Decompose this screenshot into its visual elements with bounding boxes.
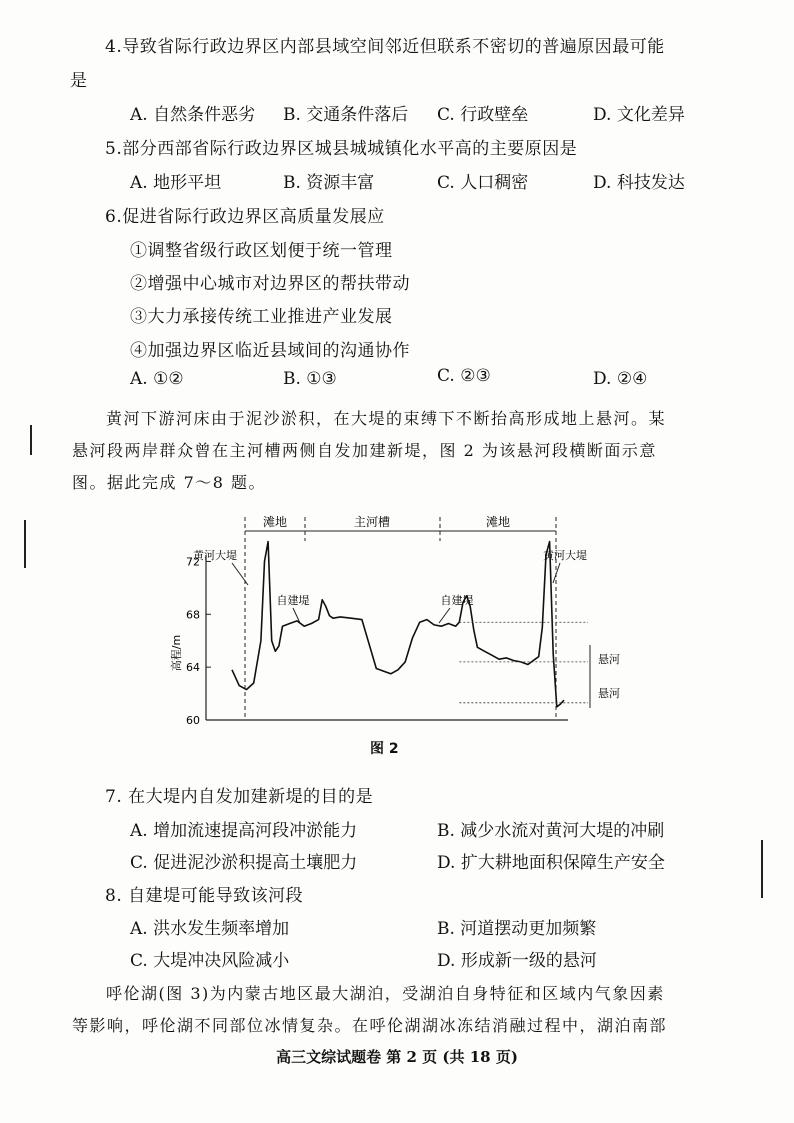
suspended-river-upper-label: 悬河 [598,653,620,666]
zone-label-left-floodplain: 滩地 [262,515,288,529]
y-tick-label: 64 [186,661,200,675]
self-dike-right-pointer [439,608,450,623]
q6-option-d: D. ②④ [593,369,648,389]
q8-option-d: D. 形成新一级的悬河 [437,951,597,971]
levee-right-label: 黄河大堤 [543,549,587,562]
q8-option-a: A. 洪水发生频率增加 [130,919,290,939]
q5-option-c: C. 人口稠密 [437,173,529,193]
q5-option-a: A. 地形平坦 [130,173,222,193]
q4-stem-line2: 是 [70,71,88,91]
q7-option-c: C. 促进泥沙淤积提高土壤肥力 [130,853,358,873]
q5-option-d: D. 科技发达 [593,173,685,193]
y-tick-label: 60 [186,714,200,727]
zone-label-main-channel: 主河槽 [353,515,391,529]
q4-option-d: D. 文化差异 [593,105,685,125]
passage-7-8-line2: 悬河段两岸群众曾在主河槽两侧自发加建新堤，图 2 为该悬河段横断面示意 [72,441,657,460]
self-dike-right-label: 自建堤 [440,594,474,607]
q5-option-b: B. 资源丰富 [283,173,375,193]
q7-option-b: B. 减少水流对黄河大堤的冲刷 [437,821,665,841]
passage-9-line2: 等影响，呼伦湖不同部位冰情复杂。在呼伦湖湖冰冻结消融过程中，湖泊南部 [72,1016,668,1035]
passage-7-8-line1: 黄河下游河床由于泥沙淤积，在大堤的束缚下不断抬高形成地上悬河。某 [106,409,667,428]
q7-option-d: D. 扩大耕地面积保障生产安全 [437,853,665,873]
river-cross-section-chart [160,505,630,767]
q6-option-c: C. ②③ [437,366,491,386]
q4-option-a: A. 自然条件恶劣 [130,105,256,125]
q4-option-c: C. 行政壁垒 [437,105,529,125]
levee-left-pointer [232,563,248,585]
suspended-river-lower-label: 悬河 [598,687,620,700]
y-axis-label: 高程/m [170,634,183,672]
q6-option-a: A. ①② [130,369,184,389]
passage-7-8-line3: 图。据此完成 7～8 题。 [72,473,267,492]
levee-left-label: 黄河大堤 [193,549,237,562]
y-tick-label: 72 [186,555,200,569]
q8-stem: 8. 自建堤可能导致该河段 [105,886,304,906]
q8-option-c: C. 大堤冲决风险减小 [130,951,290,971]
q6-option-b: B. ①③ [283,369,337,389]
page-footer: 高三文综试题卷 第 2 页 (共 18 页) [276,1048,518,1066]
elevation-profile-line [232,542,564,707]
zone-label-right-floodplain: 滩地 [485,515,511,529]
q5-stem: 5.部分西部省际行政边界区城县城城镇化水平高的主要原因是 [105,139,578,159]
scan-margin-mark [24,520,26,568]
figure-2-caption: 图 2 [370,741,399,757]
q4-stem-line1: 4.导致省际行政边界区内部县域空间邻近但联系不密切的普遍原因最可能 [105,37,665,57]
y-tick-label: 68 [186,608,200,622]
q7-option-a: A. 增加流速提高河段冲淤能力 [130,821,358,841]
scan-margin-mark [30,425,32,455]
q4-option-b: B. 交通条件落后 [283,105,409,125]
scan-margin-mark [761,840,763,898]
self-dike-left-label: 自建堤 [276,594,310,607]
q7-stem: 7. 在大堤内自发加建新堤的目的是 [105,787,374,807]
q6-item-3: ③大力承接传统工业推进产业发展 [130,307,393,327]
q6-item-4: ④加强边界区临近县域间的沟通协作 [130,341,410,361]
q6-item-2: ②增强中心城市对边界区的帮扶带动 [130,274,410,294]
passage-9-line1: 呼伦湖(图 3)为内蒙古地区最大湖泊，受湖泊自身特征和区域内气象因素 [106,984,665,1003]
q6-item-1: ①调整省级行政区划便于统一管理 [130,241,393,261]
q8-option-b: B. 河道摆动更加频繁 [437,919,597,939]
q6-stem: 6.促进省际行政边界区高质量发展应 [105,207,385,227]
